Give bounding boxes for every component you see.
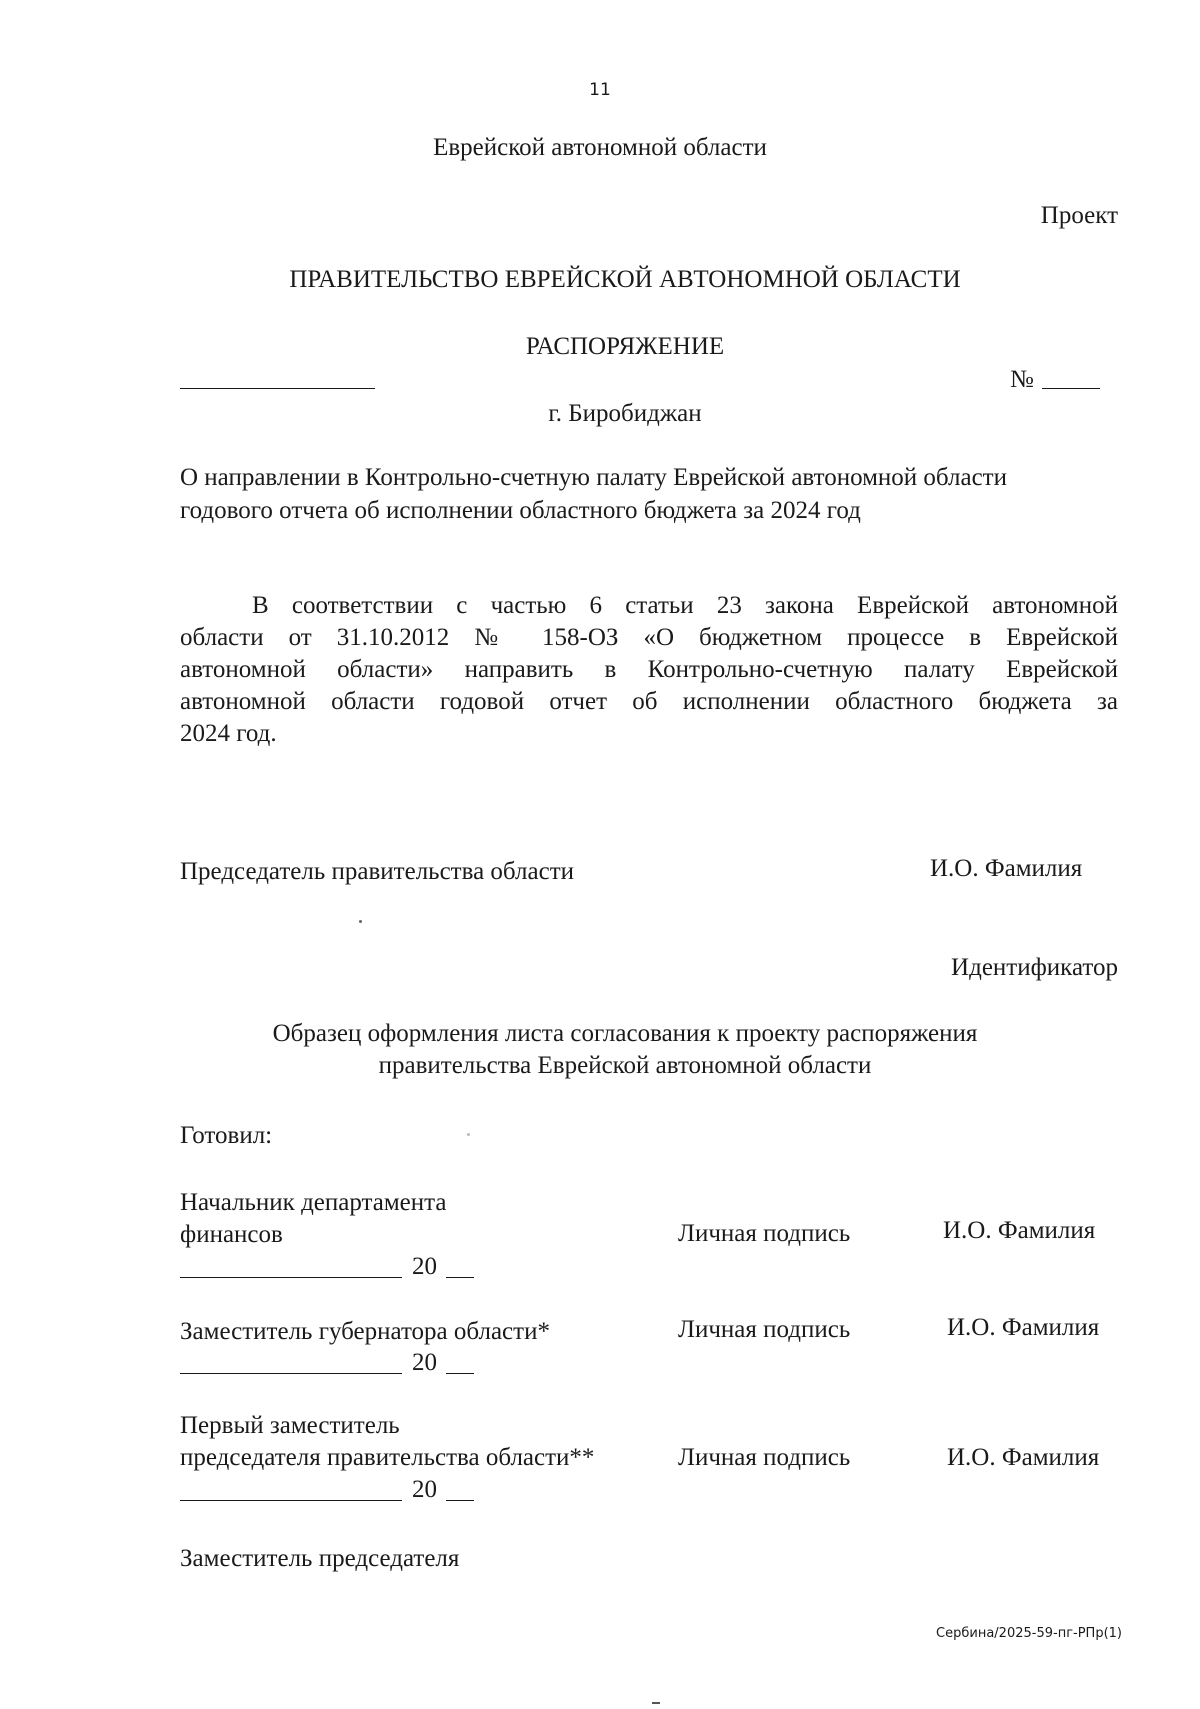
- scan-speck: [467, 1133, 470, 1136]
- last-position-fragment: Заместитель председателя: [180, 1545, 460, 1572]
- approver-date-line: [180, 1500, 402, 1501]
- approver-position-line-2: финансов: [180, 1221, 283, 1248]
- government-title: ПРАВИТЕЛЬСТВО ЕВРЕЙСКОЙ АВТОНОМНОЙ ОБЛАСТИ: [289, 266, 961, 293]
- page-number: 11: [589, 80, 611, 100]
- body-line: автономной области» направить в Контрольно-счетную палату Еврейской: [180, 656, 1118, 683]
- approver-position-line-1: Заместитель губернатора области*: [180, 1318, 550, 1345]
- body-line: области от 31.10.2012 № 158-ОЗ «О бюджетном процессе в Еврейской: [180, 624, 1118, 651]
- city: г. Биробиджан: [548, 400, 702, 427]
- approver-position-line-2: председателя правительства области**: [180, 1444, 595, 1471]
- approval-title-line-2: правительства Еврейской автономной области: [378, 1052, 872, 1079]
- approver-date-year: 20: [412, 1349, 437, 1376]
- body-line: автономной области годовой отчет об исполнении областного бюджета за: [180, 688, 1118, 715]
- subject-line-2: годового отчета об исполнении областного бюджета за 2024 год: [180, 497, 861, 524]
- scan-speck: [652, 1702, 660, 1704]
- approver-signature: Личная подпись: [678, 1444, 851, 1471]
- number-blank-line: [1042, 388, 1100, 389]
- footer-code: Сербина/2025-59-пг-РПр(1): [936, 1626, 1122, 1641]
- approver-signature: Личная подпись: [678, 1220, 851, 1247]
- body-line: В соответствии с частью 6 статьи 23 закона Еврейской автономной: [252, 592, 1118, 619]
- approval-title-line-1: Образец оформления листа согласования к проекту распоряжения: [272, 1020, 978, 1047]
- approver-year-blank: [446, 1500, 474, 1501]
- approver-name: И.О. Фамилия: [943, 1217, 1096, 1244]
- signature-name: И.О. Фамилия: [930, 855, 1083, 882]
- header-region: Еврейской автономной области: [433, 134, 767, 161]
- approver-name: И.О. Фамилия: [947, 1444, 1100, 1471]
- approver-date-line: [180, 1373, 402, 1374]
- approver-signature: Личная подпись: [678, 1316, 851, 1343]
- approver-date-year: 20: [412, 1476, 437, 1503]
- approver-date-line: [180, 1277, 402, 1278]
- signature-position: Председатель правительства области: [180, 858, 574, 885]
- approver-position-line-1: Первый заместитель: [180, 1412, 400, 1439]
- project-label: Проект: [1040, 202, 1118, 229]
- approver-name: И.О. Фамилия: [947, 1314, 1100, 1341]
- subject-line-1: О направлении в Контрольно-счетную палату Еврейской автономной области: [180, 464, 1007, 491]
- scan-speck: [359, 920, 362, 923]
- approver-year-blank: [446, 1373, 474, 1374]
- prepared-label: Готовил:: [180, 1122, 273, 1149]
- document-type: РАСПОРЯЖЕНИЕ: [525, 333, 725, 360]
- body-paragraph: [180, 590, 1118, 750]
- date-blank-line: [180, 388, 375, 389]
- approver-date-year: 20: [412, 1253, 437, 1280]
- number-label: №: [1010, 366, 1034, 393]
- approver-year-blank: [446, 1277, 474, 1278]
- body-line: 2024 год.: [180, 720, 277, 747]
- approver-position-line-1: Начальник департамента: [180, 1189, 447, 1216]
- identifier-label: Идентификатор: [951, 954, 1118, 981]
